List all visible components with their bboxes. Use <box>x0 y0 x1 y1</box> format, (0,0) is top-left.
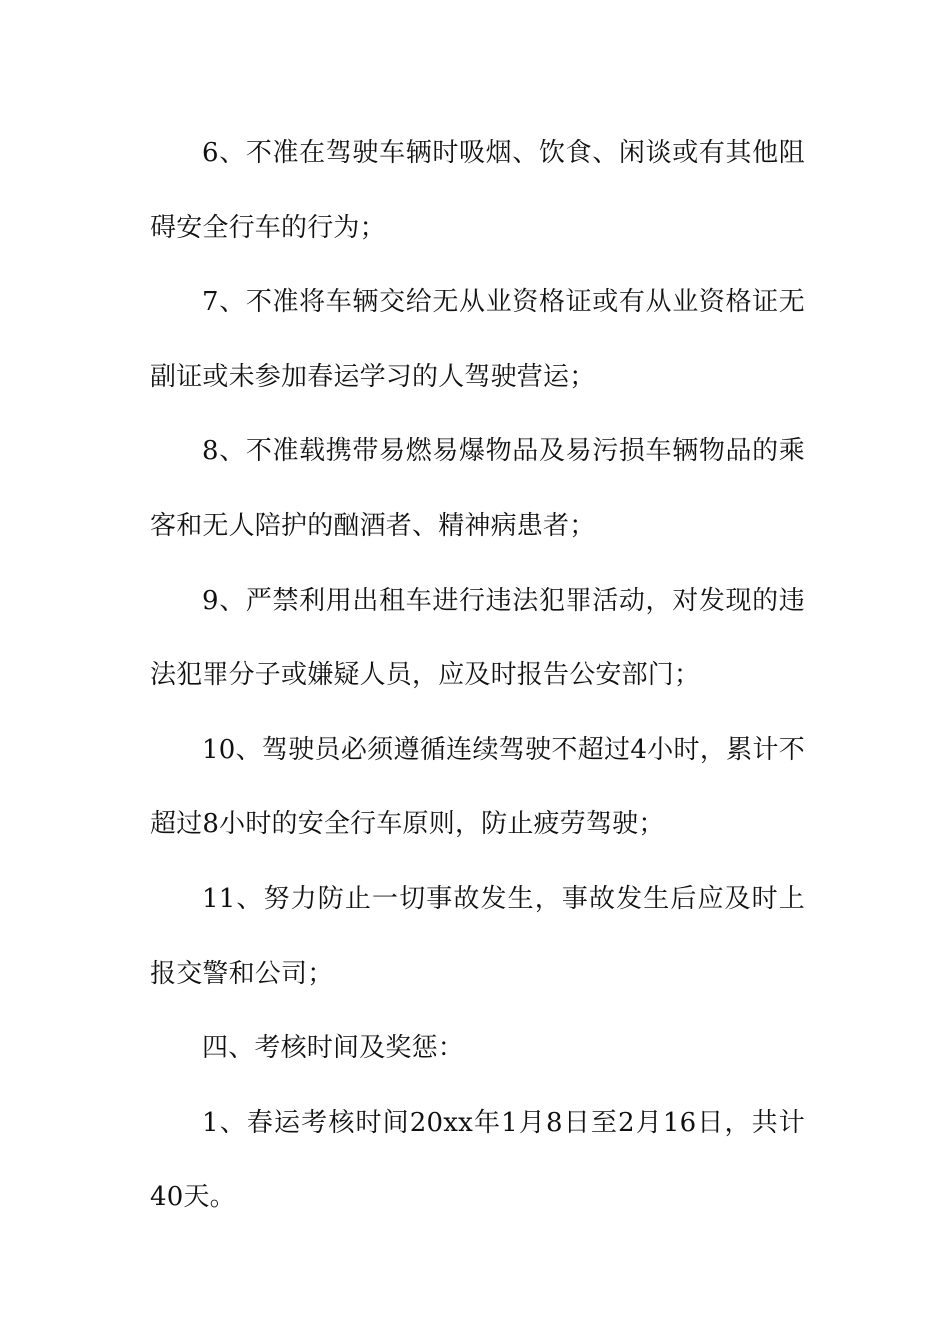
paragraph-rule-6: 6、不准在驾驶车辆时吸烟、饮食、闲谈或有其他阻碍安全行车的行为； <box>150 138 805 243</box>
paragraph-rule-10: 10、驾驶员必须遵循连续驾驶不超过4小时，累计不超过8小时的安全行车原则，防止疲劳驾驶； <box>150 734 805 840</box>
document-body <box>150 116 805 1235</box>
paragraph-rule-8: 8、不准载携带易燃易爆物品及易污损车辆物品的乘客和无人陪护的酗酒者、精神病患者； <box>150 436 805 541</box>
paragraph-rule-11: 11、努力防止一切事故发生，事故发生后应及时上报交警和公司； <box>150 883 805 989</box>
section-heading-assessment: 四、考核时间及奖惩： <box>202 1033 465 1064</box>
paragraph-assessment-period: 1、春运考核时间20xx年1月8日至2月16日，共计40天。 <box>150 1107 805 1213</box>
paragraph-rule-9: 9、严禁利用出租车进行违法犯罪活动，对发现的违法犯罪分子或嫌疑人员，应及时报告公安部门； <box>150 585 805 691</box>
paragraph-rule-7: 7、不准将车辆交给无从业资格证或有从业资格证无副证或未参加春运学习的人驾驶营运； <box>150 287 805 392</box>
